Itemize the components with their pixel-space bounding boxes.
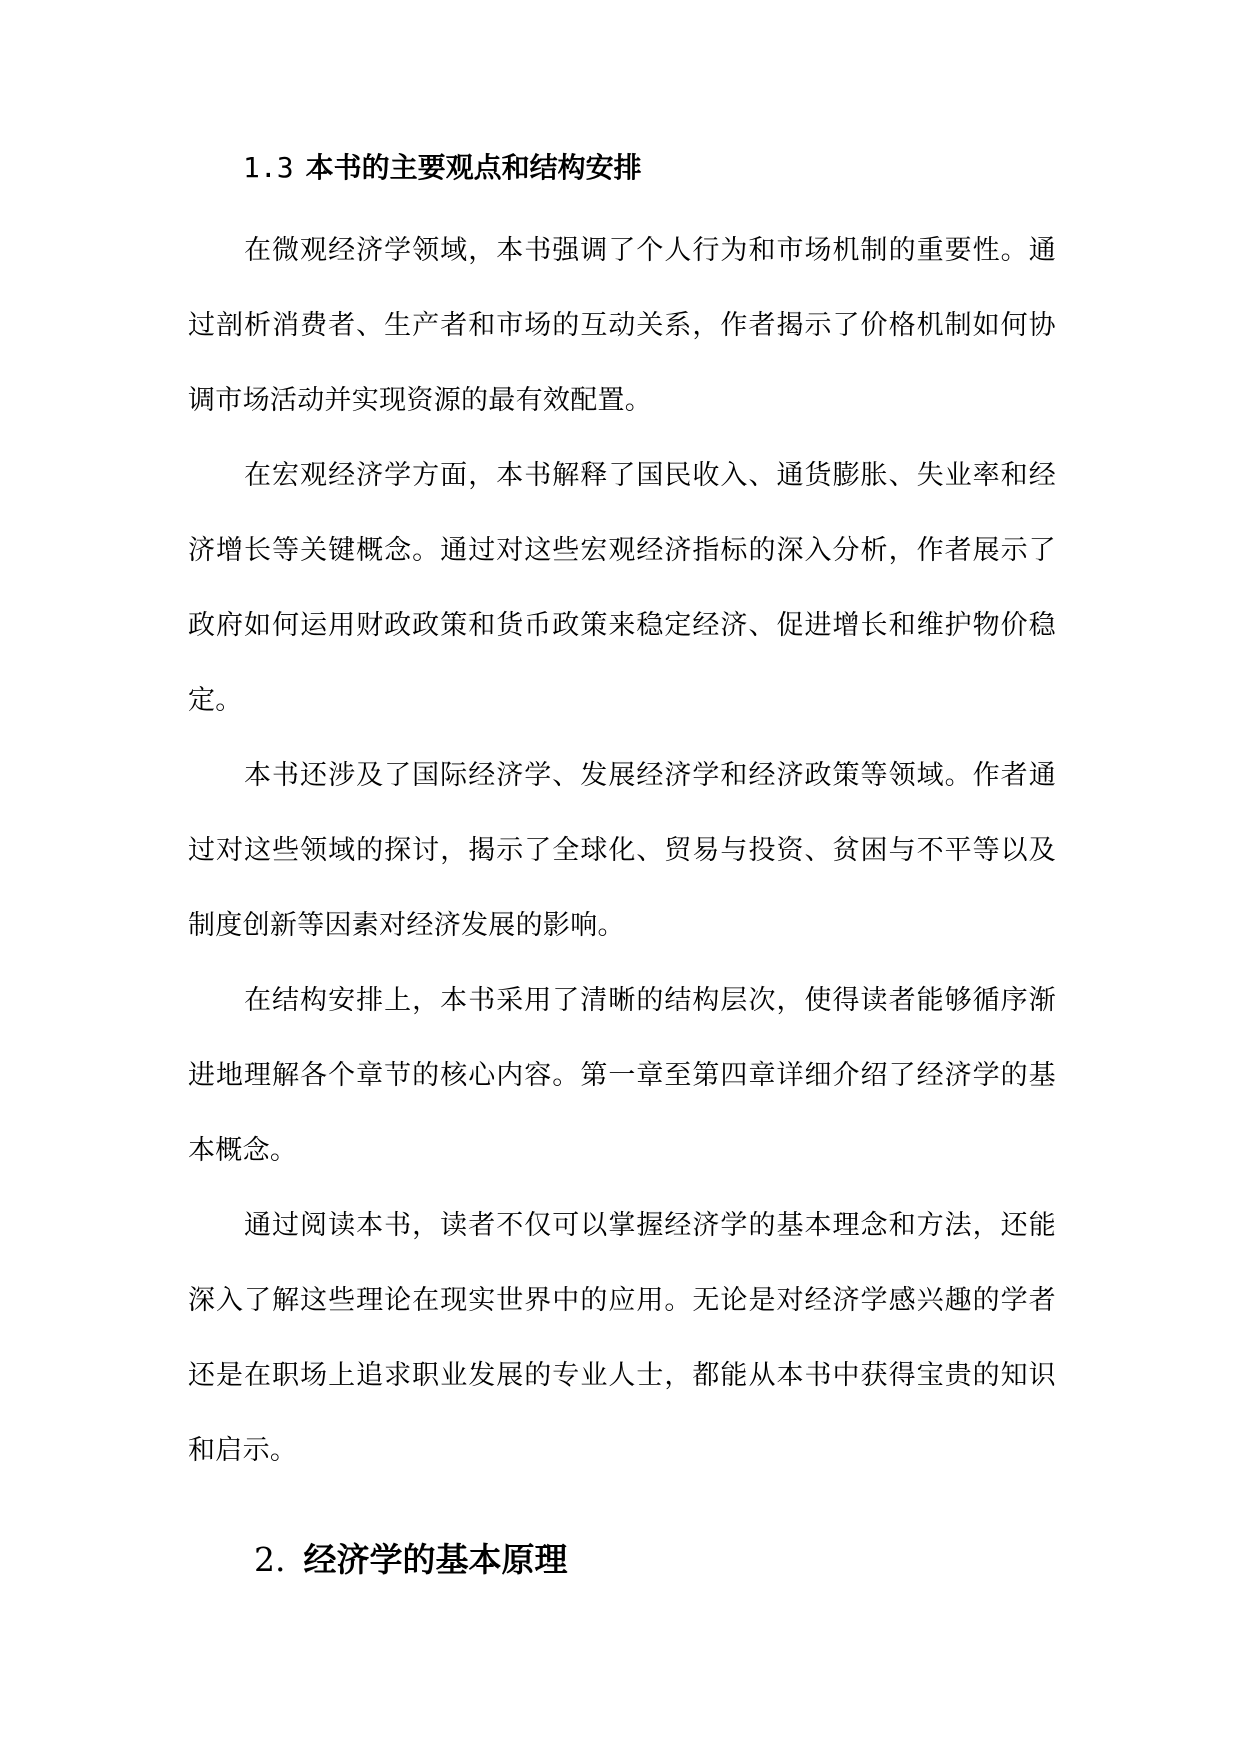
section-title: 本书的主要观点和结构安排 xyxy=(305,151,642,184)
paragraph-macroeconomics: 在宏观经济学方面，本书解释了国民收入、通货膨胀、失业率和经济增长等关键概念。通过对这些宏观经济指标的深入分析，作者展示了政府如何运用财政政策和货币政策来稳定经济、促进增长和维护物价稳定。 xyxy=(188,460,1056,716)
section-number: 1.3 xyxy=(243,151,294,184)
body-text xyxy=(188,213,1056,1488)
chapter-number: 2. xyxy=(254,1540,286,1579)
chapter-title: 经济学的基本原理 xyxy=(303,1540,568,1579)
chapter-heading xyxy=(254,1537,568,1583)
paragraph-microeconomics: 在微观经济学领域，本书强调了个人行为和市场机制的重要性。通过剖析消费者、生产者和市场的互动关系，作者揭示了价格机制如何协调市场活动并实现资源的最有效配置。 xyxy=(188,235,1056,416)
paragraph-conclusion: 通过阅读本书，读者不仅可以掌握经济学的基本理念和方法，还能深入了解这些理论在现实世界中的应用。无论是对经济学感兴趣的学者还是在职场上追求职业发展的专业人士，都能从本书中获得宝贵的知识和启示。 xyxy=(188,1210,1056,1466)
section-heading xyxy=(243,148,642,188)
paragraph-structure: 在结构安排上，本书采用了清晰的结构层次，使得读者能够循序渐进地理解各个章节的核心内容。第一章至第四章详细介绍了经济学的基本概念。 xyxy=(188,985,1056,1166)
paragraph-international-economics: 本书还涉及了国际经济学、发展经济学和经济政策等领域。作者通过对这些领域的探讨，揭示了全球化、贸易与投资、贫困与不平等以及制度创新等因素对经济发展的影响。 xyxy=(188,760,1056,941)
